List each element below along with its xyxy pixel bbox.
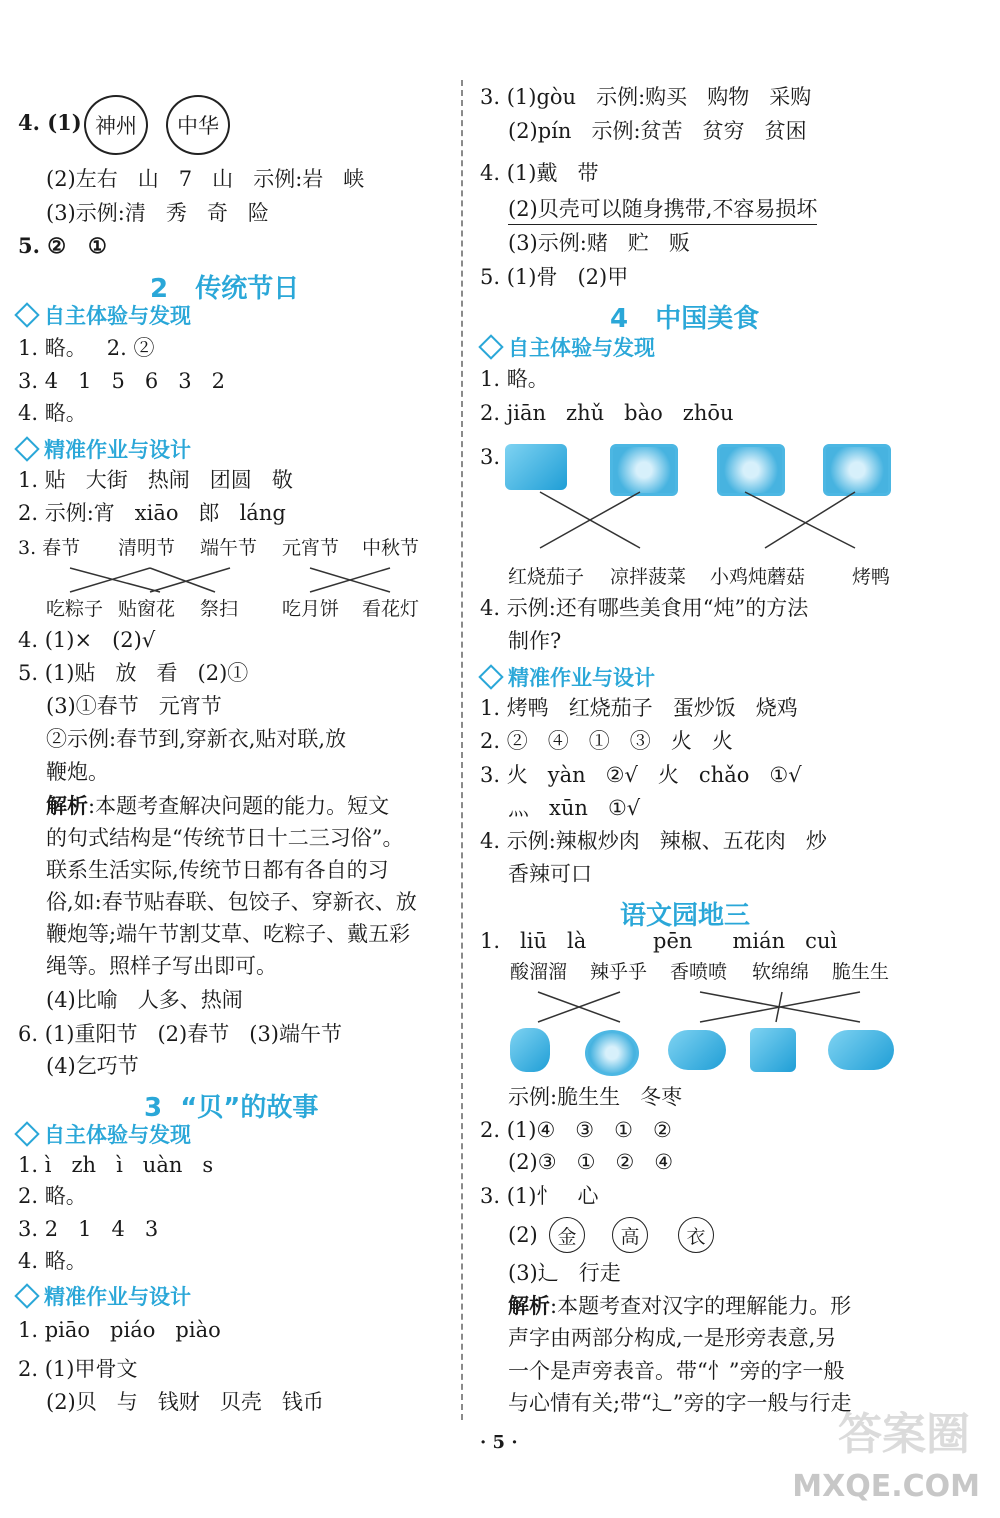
answer-line: 1. ì zh ì uàn s [18,1153,214,1177]
answer-line: (2)③ ① ② ④ [508,1150,674,1174]
analysis-line [508,1291,851,1321]
section-heading-3: 3 “贝”的故事 [144,1093,319,1123]
diamond-icon [478,664,503,689]
answer-line: 2. 示例:宵 xiāo 郎 láng [18,501,286,525]
answer-line: 示例:脆生生 冬枣 [508,1085,683,1109]
answer-line: 1. 烤鸭 红烧茄子 蛋炒饭 烧鸡 [480,696,798,720]
food-photo [717,444,785,496]
pinyin-line: 1. liū là pēn mián cuì [480,929,838,953]
match-top: 3. 春节 [18,537,81,559]
match-top: 元宵节 [282,537,340,559]
watermark-url: MXQE.COM [792,1469,980,1504]
answer-line: 3. 2 1 4 3 [18,1217,159,1241]
answer-line: 1. 贴 大街 热闹 团圆 敬 [18,468,293,492]
answer-line: 4. (1)戴 带 [480,161,599,185]
subheading [14,434,191,464]
subheading [14,1281,191,1311]
answer-3-prefix: 3. [480,445,501,469]
match-top: 中秋节 [362,537,420,559]
match-bottom: 吃月饼 [282,598,340,620]
answer-line: 制作? [508,629,562,653]
answer-line: (2)pín 示例:贫苦 贫穷 贫困 [508,119,807,143]
page-number: · 5 · [480,1432,518,1453]
word-item: 脆生生 [832,961,890,983]
subheading-text: 精准作业与设计 [508,666,655,690]
analysis-label: 解析 [508,1293,550,1318]
diamond-icon [14,1283,39,1308]
answer-line: 2. 略。 [18,1184,87,1208]
subheading [478,332,655,362]
answer-line: 4. 示例:辣椒炒肉 辣椒、五花肉 炒 [480,829,827,853]
match-top: 端午节 [200,537,258,559]
analysis-line: 绳等。照样子写出即可。 [46,954,277,978]
food-photo [668,1030,726,1070]
section-heading-4: 4 中国美食 [610,304,760,334]
food-label: 小鸡炖蘑菇 [710,566,806,588]
answer-line: (4)比喻 人多、热闹 [46,988,243,1012]
analysis-line: 俗,如:春节贴春联、包饺子、穿新衣、放 [46,890,417,914]
word-item: 香喷喷 [670,961,728,983]
answer-line: 鞭炮。 [46,760,109,784]
subheading-text: 自主体验与发现 [44,304,191,328]
watermark-logo: 答案圈 [838,1409,970,1460]
circled-character: 金 [549,1217,585,1253]
subheading [478,662,655,692]
word-item: 酸溜溜 [510,961,568,983]
answer-line: (3)示例:清 秀 奇 险 [46,201,269,225]
food-photo [823,444,891,496]
answer-line: (4)乞巧节 [46,1054,139,1078]
answer-line: 2. jiān zhǔ bào zhōu [480,401,734,425]
analysis-line: 与心情有关;带“辶”旁的字一般与行走 [508,1391,852,1415]
match-bottom: 看花灯 [362,598,420,620]
food-photo [610,444,678,496]
analysis-line: 鞭炮等;端午节割艾草、吃粽子、戴五彩 [46,922,411,946]
answer-2-prefix: (2) [508,1223,538,1247]
answer-line: 2. (1)甲骨文 [18,1357,138,1381]
analysis-line: 联系生活实际,传统节日都有各自的习 [46,858,389,882]
answer-line: (2)贝 与 钱财 贝壳 钱币 [46,1390,324,1414]
answer-line: 3. 火 yàn ②√ 火 chǎo ①√ [480,763,802,787]
answer-line: 1. 略。 2. ② [18,336,155,360]
answer-line: 1. piāo piáo piào [18,1318,221,1342]
answer-line: 1. 略。 [480,367,549,391]
subheading [14,1119,191,1149]
analysis-line [46,791,389,821]
food-label: 烤鸭 [852,566,891,588]
column-divider [461,80,463,1420]
food-photo [510,1028,550,1072]
food-label: 红烧茄子 [508,566,585,588]
analysis-line: 的句式结构是“传统节日十二三习俗”。 [46,826,404,850]
analysis-label: 解析 [46,793,88,818]
answer-line: (2)左右 山 7 山 示例:岩 峡 [46,167,365,191]
answer-line: 灬 xūn ①√ [508,796,641,820]
food-photo [750,1028,796,1072]
food-photo [828,1030,894,1070]
word-item: 辣乎乎 [590,961,648,983]
subheading [14,300,191,330]
circled-answer: 神州 [84,95,148,155]
subheading-text: 自主体验与发现 [44,1123,191,1147]
analysis-text: :本题考查对汉字的理解能力。形 [550,1294,852,1318]
answer-line: 4. 示例:还有哪些美食用“炖”的方法 [480,596,809,620]
analysis-text: :本题考查解决问题的能力。短文 [88,794,390,818]
diamond-icon [14,302,39,327]
analysis-line: 声字由两部分构成,一是形旁表意,另 [508,1326,837,1350]
circled-character: 高 [612,1217,648,1253]
answer-line: 6. (1)重阳节 (2)春节 (3)端午节 [18,1022,343,1046]
analysis-line: 一个是声旁表音。带“忄”旁的字一般 [508,1359,845,1383]
answer-line: 3. (1)忄 心 [480,1184,599,1208]
match-bottom: 祭扫 [200,598,239,620]
section-heading-garden: 语文园地三 [620,901,751,931]
answer-line: 5. (1)骨 (2)甲 [480,265,629,289]
diamond-icon [14,1121,39,1146]
answer-line: (3)①春节 元宵节 [46,694,222,718]
circled-character: 衣 [678,1217,714,1253]
word-item: 软绵绵 [752,961,810,983]
match-lines [0,0,1,1]
answer-line: 香辣可口 [508,862,592,886]
answer-4-prefix: 4. (1) [18,110,82,135]
subheading-text: 精准作业与设计 [44,1285,191,1309]
answer-line: 3. (1)gòu 示例:购买 购物 采购 [480,85,812,109]
answer-line: (3)示例:赌 贮 贩 [508,231,690,255]
answer-line: 2. ② ④ ① ③ 火 火 [480,729,733,753]
diamond-icon [14,436,39,461]
match-bottom: 贴窗花 [118,598,176,620]
answer-line: 5. (1)贴 放 看 (2)① [18,661,249,685]
answer-line: 4. (1)× (2)√ [18,628,156,652]
subheading-text: 自主体验与发现 [508,336,655,360]
food-photo [585,1030,639,1076]
answer-line: 3. 4 1 5 6 3 2 [18,369,226,393]
answer-line: ②示例:春节到,穿新衣,贴对联,放 [46,727,347,751]
food-photo [505,444,567,490]
circled-answer: 中华 [166,95,230,155]
answer-line: 4. 略。 [18,1249,87,1273]
answer-5: 5. ② ① [18,233,107,258]
food-label: 凉拌菠菜 [610,566,687,588]
match-top: 清明节 [118,537,176,559]
section-heading-2: 2 传统节日 [150,274,300,304]
answer-line: 2. (1)④ ③ ① ② [480,1118,672,1142]
match-bottom: 吃粽子 [46,598,104,620]
answer-line: (3)辶 行走 [508,1261,621,1285]
subheading-text: 精准作业与设计 [44,438,191,462]
answer-line: 4. 略。 [18,401,87,425]
answer-line-underlined: (2)贝壳可以随身携带,不容易损坏 [508,194,817,225]
diamond-icon [478,334,503,359]
